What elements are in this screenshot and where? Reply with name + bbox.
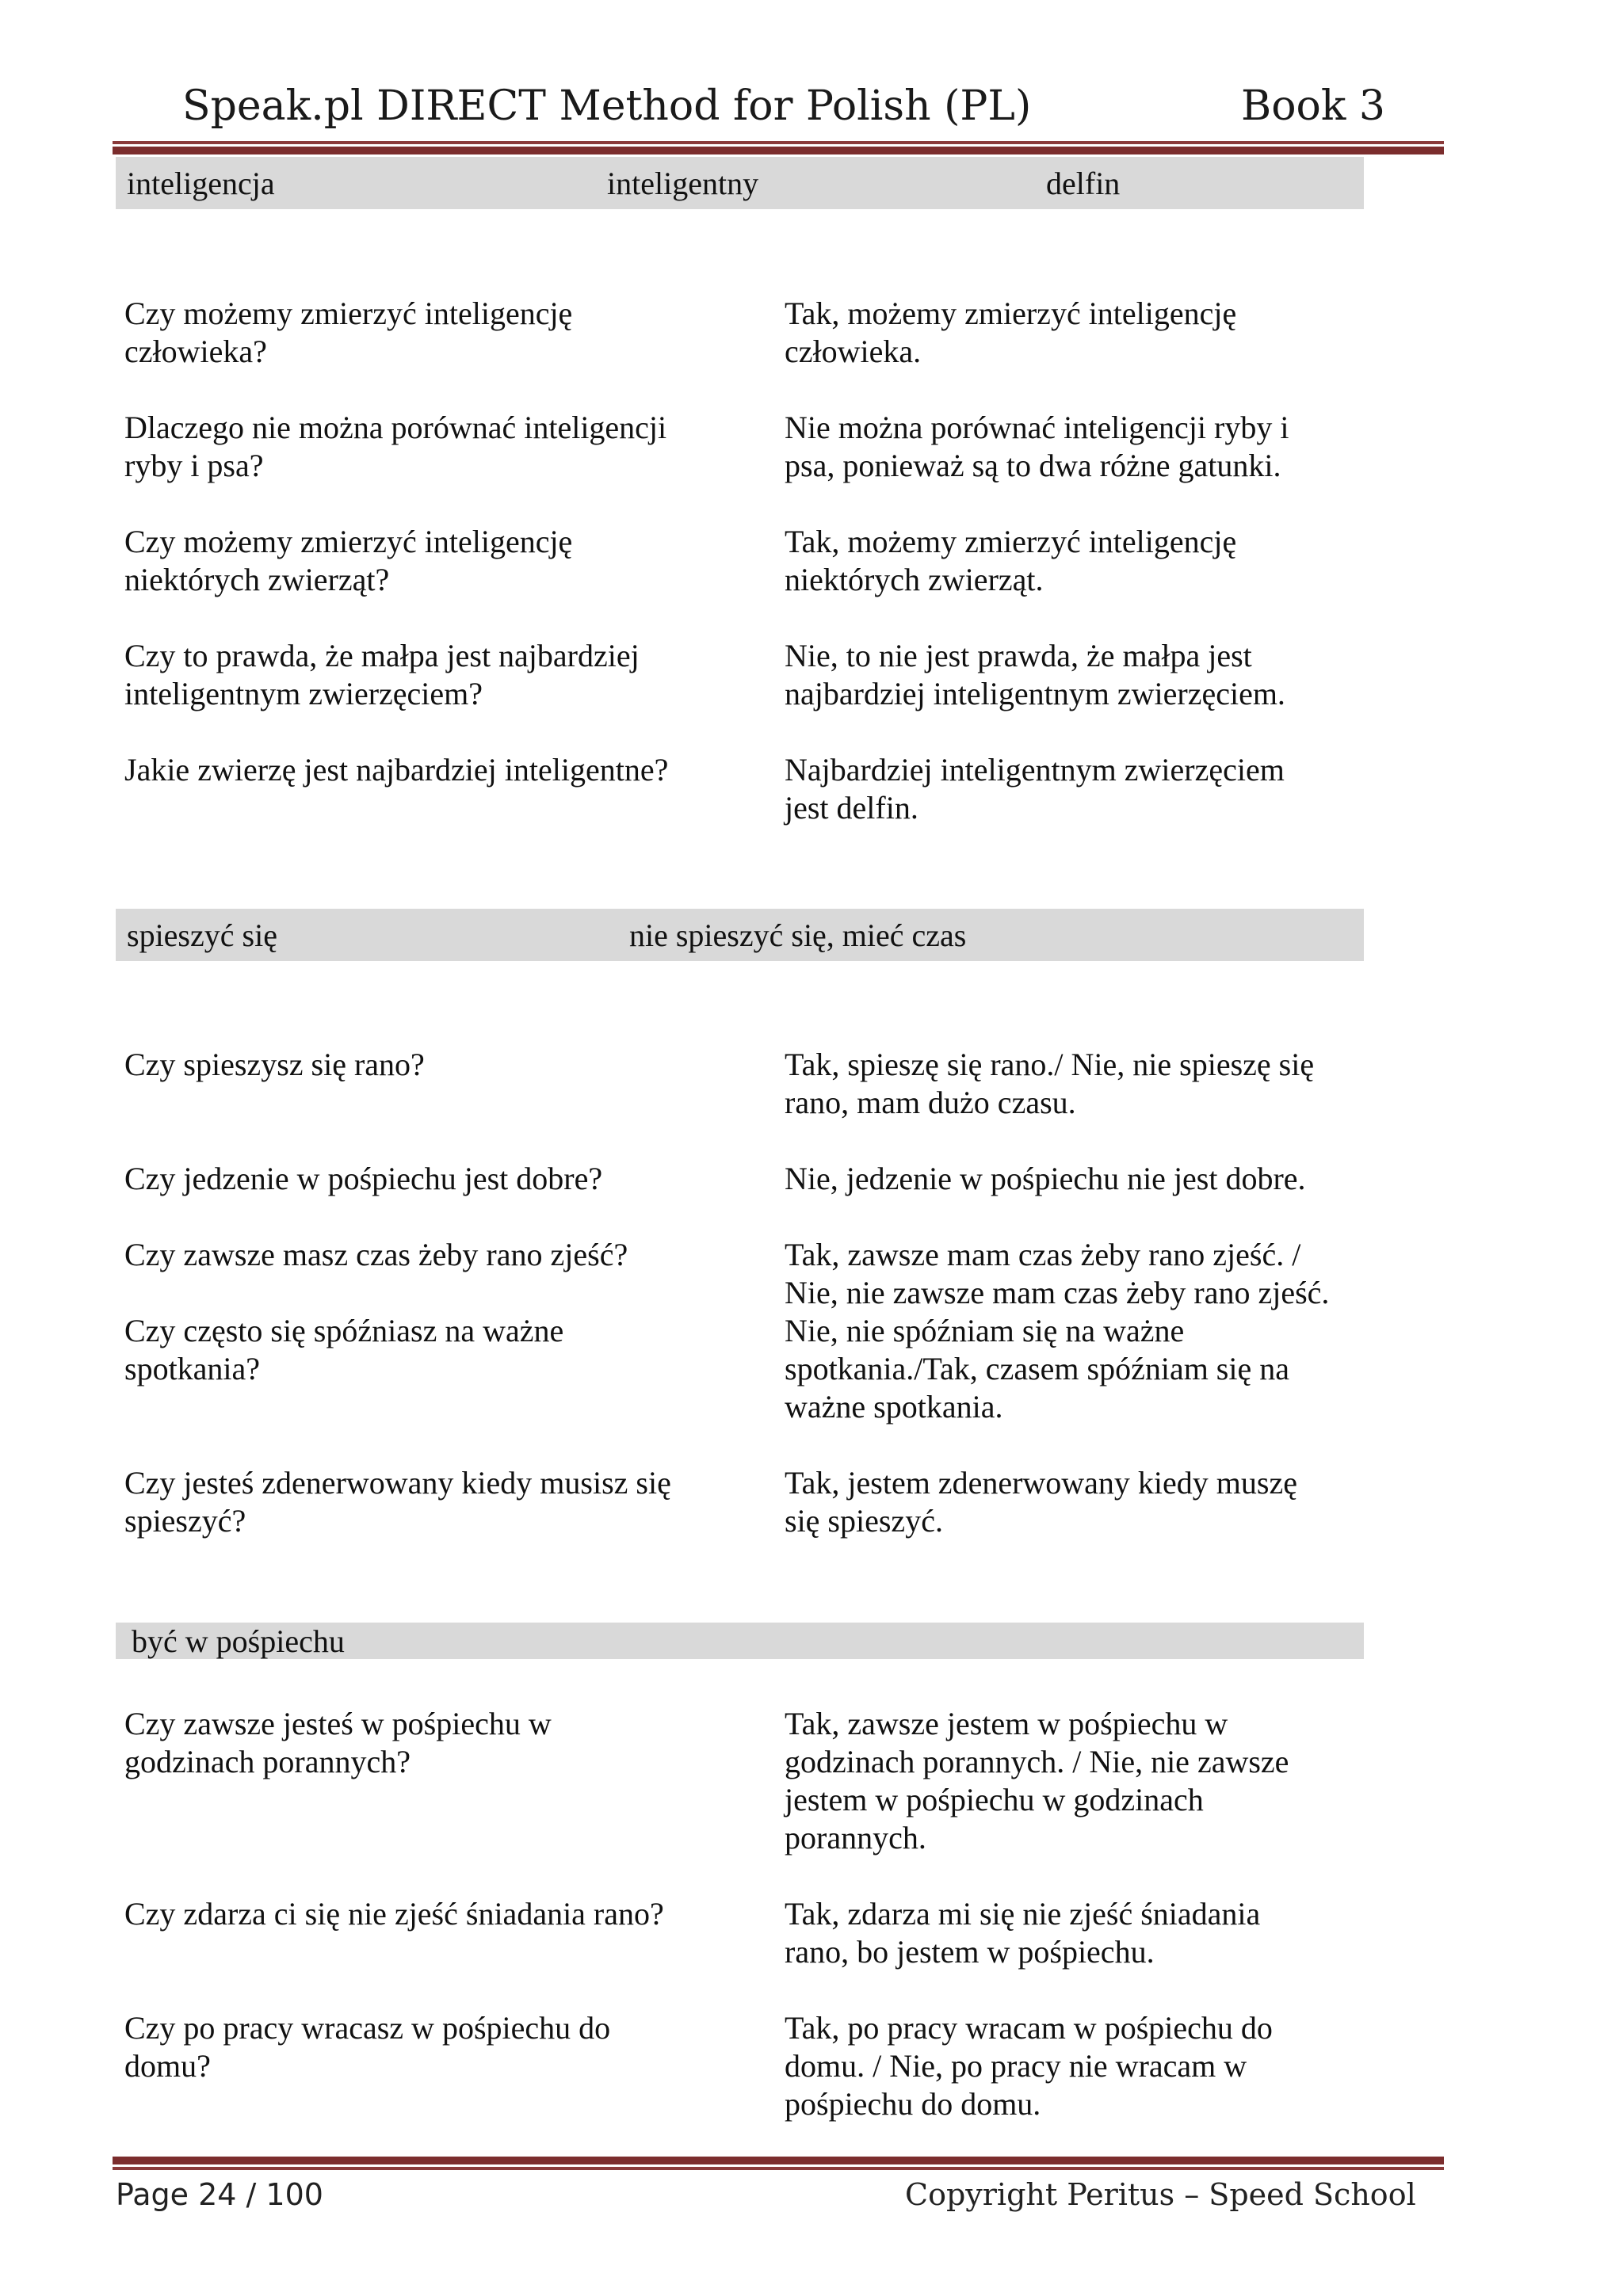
answer: Nie, nie spóźniam się na ważne spotkania./Tak, czasem spóźniam się na ważne spotkania. <box>785 1313 1289 1425</box>
answer: Nie, to nie jest prawda, że małpa jest najbardziej inteligentnym zwierzęciem. <box>785 638 1285 711</box>
question: Czy często się spóźniasz na ważne spotkania? <box>124 1313 564 1386</box>
header-rule <box>113 141 1444 154</box>
question: Czy możemy zmierzyć inteligencję niektórych zwierząt? <box>124 524 573 597</box>
question: Czy zdarza ci się nie zjeść śniadania rano? <box>124 1896 664 1932</box>
header-book: Book 3 <box>1241 82 1385 130</box>
answer: Tak, jestem zdenerwowany kiedy muszę się spieszyć. <box>785 1465 1297 1539</box>
answer: Nie można porównać inteligencji ryby i psa, ponieważ są to dwa różne gatunki. <box>785 410 1289 483</box>
vocab-band-2 <box>116 909 1364 961</box>
header-title: Speak.pl DIRECT Method for Polish (PL) <box>182 82 1032 130</box>
answer: Najbardziej inteligentnym zwierzęciem jest delfin. <box>785 752 1285 826</box>
question: Czy zawsze masz czas żeby rano zjeść? <box>124 1237 628 1272</box>
question: Czy spieszysz się rano? <box>124 1047 425 1082</box>
answer: Nie, jedzenie w pośpiechu nie jest dobre. <box>785 1161 1306 1196</box>
answer: Tak, zawsze jestem w pośpiechu w godzinach porannych. / Nie, nie zawsze jestem w pośpiechu w godzinach porannych. <box>785 1706 1289 1855</box>
copyright: Copyright Peritus – Speed School <box>905 2177 1416 2212</box>
question: Czy jesteś zdenerwowany kiedy musisz się spieszyć? <box>124 1465 671 1539</box>
question: Dlaczego nie można porównać inteligencji ryby i psa? <box>124 410 667 483</box>
answer: Tak, zdarza mi się nie zjeść śniadania rano, bo jestem w pośpiechu. <box>785 1896 1261 1970</box>
answer: Tak, po pracy wracam w pośpiechu do domu. / Nie, po pracy nie wracam w pośpiechu do domu. <box>785 2010 1273 2122</box>
page-number: Page 24 / 100 <box>116 2177 323 2212</box>
vocab-band-1 <box>116 157 1364 209</box>
question: Czy możemy zmierzyć inteligencję człowieka? <box>124 296 573 369</box>
question: Czy po pracy wracasz w pośpiechu do domu? <box>124 2010 611 2084</box>
vocab-term: inteligencja <box>127 166 275 201</box>
answer: Tak, zawsze mam czas żeby rano zjeść. / Nie, nie zawsze mam czas żeby rano zjeść. <box>785 1237 1330 1310</box>
footer-rule <box>113 2157 1444 2170</box>
vocab-term: spieszyć się <box>127 917 277 953</box>
question: Czy jedzenie w pośpiechu jest dobre? <box>124 1161 603 1196</box>
answer: Tak, spieszę się rano./ Nie, nie spieszę się rano, mam dużo czasu. <box>785 1047 1315 1120</box>
question: Jakie zwierzę jest najbardziej inteligentne? <box>124 752 669 788</box>
vocab-term: inteligentny <box>607 166 759 201</box>
vocab-band-3 <box>116 1623 1364 1659</box>
vocab-term: być w pośpiechu <box>132 1623 345 1659</box>
answer: Tak, możemy zmierzyć inteligencję człowieka. <box>785 296 1237 369</box>
question: Czy zawsze jesteś w pośpiechu w godzinach porannych? <box>124 1706 552 1779</box>
question: Czy to prawda, że małpa jest najbardziej inteligentnym zwierzęciem? <box>124 638 640 711</box>
vocab-term: nie spieszyć się, mieć czas <box>629 917 967 953</box>
answer: Tak, możemy zmierzyć inteligencję niektórych zwierząt. <box>785 524 1237 597</box>
vocab-term: delfin <box>1046 166 1121 201</box>
